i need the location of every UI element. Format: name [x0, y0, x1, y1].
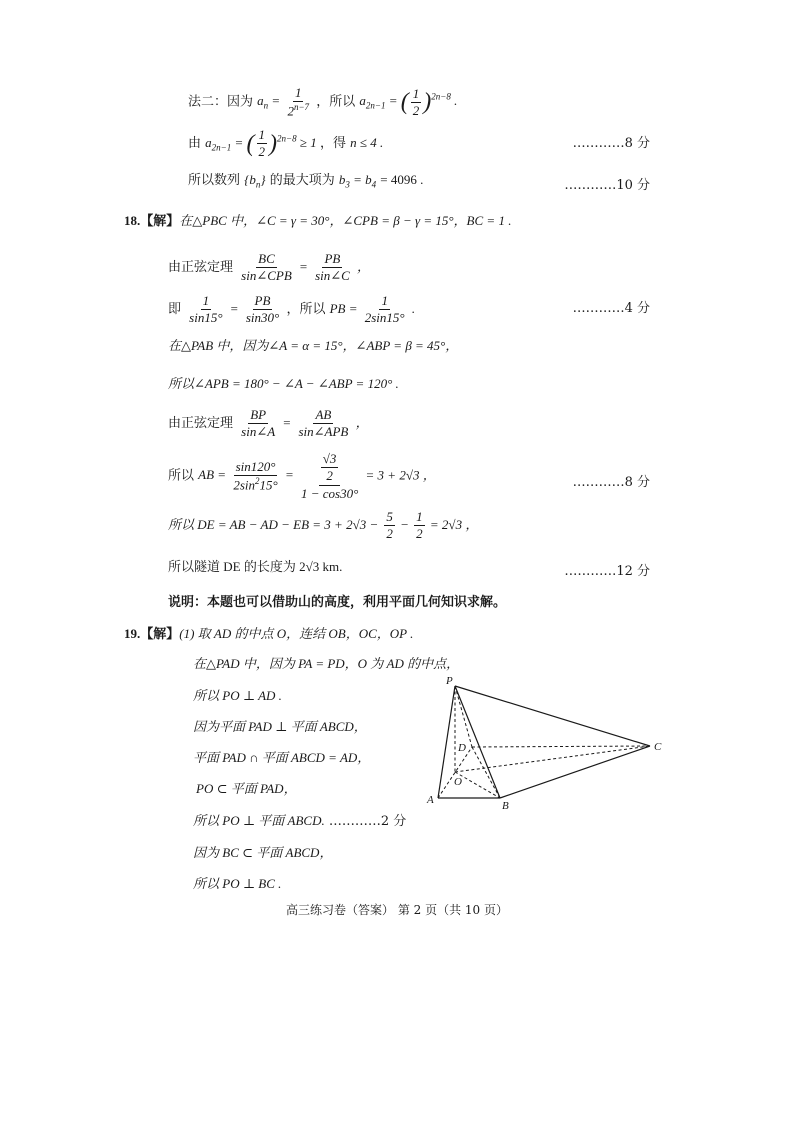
problem-19-header: 19.【解】(1) 取 AD 的中点 O，连结 OB，OC，OP .: [124, 626, 414, 642]
edge-pc: [455, 686, 650, 746]
inequality-line: 由 $a_{2n-1}$ = ( $\frac{1}{2}$ )$^{2n-8}$ ≥ 1 ，得 n ≤ 4 .: [188, 127, 384, 160]
pyramid-figure: [420, 672, 670, 817]
s19-line-7: 因为 BC ⊂ 平面 ABCD，: [193, 845, 333, 860]
s19-line-5: PO ⊂ 平面 PAD，: [196, 781, 297, 796]
edge-dc: [472, 746, 650, 747]
sine-law-1: 由正弦定理 $\frac{BC}{\text{sin∠CPB}}$ = $\frac{PB}{\sin\angle C}$ ，: [168, 251, 371, 284]
tunnel-line: 所以隧道 DE 的长度为 2√3 km.: [168, 559, 343, 574]
method-two-line: 法二：因为 $a_n$ = $\frac{1}{2^{n-7}}$ ，所以 $a_{2n-1}$ = ( $\frac{1}{2}$ )$^{2n-8}$ .: [188, 85, 458, 119]
page-footer: 高三练习卷（答案） 第 2 页（共 10 页）: [286, 903, 508, 917]
label-p: P: [446, 675, 453, 687]
s19-line-1: 在△PAD 中，因为 PA = PD，O 为 AD 的中点，: [193, 656, 460, 671]
score-4: …………4 分: [572, 301, 650, 316]
apb-line: 所以∠APB = 180° − ∠A − ∠ABP = 120° .: [168, 376, 399, 391]
s19-line-4: 平面 PAD ∩ 平面 ABCD = AD，: [193, 750, 371, 765]
label-o: O: [454, 776, 462, 788]
s19-line-2: 所以 PO ⊥ AD .: [193, 688, 282, 703]
s19-line-3: 因为平面 PAD ⊥ 平面 ABCD，: [193, 719, 367, 734]
s19-line-6: 所以 PO ⊥ 平面 ABCD. …………2 分: [193, 813, 407, 829]
label-c: C: [654, 741, 662, 753]
label-b: B: [502, 800, 509, 812]
label-d: D: [458, 742, 466, 754]
edge-bc: [500, 746, 650, 798]
edge-db: [472, 747, 500, 798]
problem-18-header: 18.【解】在△PBC 中，∠C = γ = 30°，∠CPB = β − γ = 15°，BC = 1 .: [124, 213, 512, 229]
score-10: …………10 分: [564, 178, 650, 193]
explanation-note: 说明：本题也可以借助山的高度，利用平面几何知识求解。: [168, 595, 507, 610]
ji-line: 即 $\frac{1}{\sin 15^\circ}$ = $\frac{PB}{\sin 30^\circ}$ ，所以 PB = $\frac{1}{2\sin 15^\circ}$ .: [168, 293, 416, 326]
score-12: …………12 分: [564, 564, 650, 579]
score-8-a: …………8 分: [572, 136, 650, 151]
edge-pd: [455, 686, 472, 747]
sine-law-2: 由正弦定理 $\frac{BP}{\sin\angle A}$ = $\frac{AB}{\text{sin∠APB}}$ ，: [168, 407, 369, 440]
formula-ineq: $a_{2n-1}$ = ( $\frac{1}{2}$ )$^{2n-8}$ ≥ 1: [205, 127, 320, 160]
max-term-line: 所以数列 $\{b_n\}$ 的最大项为 $b_3 = b_4 = 4096$ .: [188, 172, 424, 190]
score-8-b: …………8 分: [572, 475, 650, 490]
pab-line: 在△PAB 中，因为∠A = α = 15°，∠ABP = β = 45°，: [168, 338, 459, 353]
label-a: A: [427, 794, 434, 806]
edge-pa: [438, 686, 455, 798]
ab-line: 所以 AB = $\frac{\sin 120^\circ}{2\sin^215^\circ}$ = $\frac{\frac{√3}{2}}{1 - \cos 30^\circ}$ = 3 + 2√3 ，: [168, 451, 436, 501]
formula-an: $a_n$ = $\frac{1}{2^{n-7}}$: [257, 85, 310, 119]
de-line: 所以 DE = AB − AD − EB = 3 + 2√3 − $\frac{5}{2}$ − $\frac{1}{2}$ = 2√3 ，: [168, 509, 479, 542]
formula-a2n-1: $a_{2n-1}$ = ( $\frac{1}{2}$ )$^{2n-8}$ .: [359, 85, 458, 118]
s19-line-8: 所以 PO ⊥ BC .: [193, 876, 282, 891]
